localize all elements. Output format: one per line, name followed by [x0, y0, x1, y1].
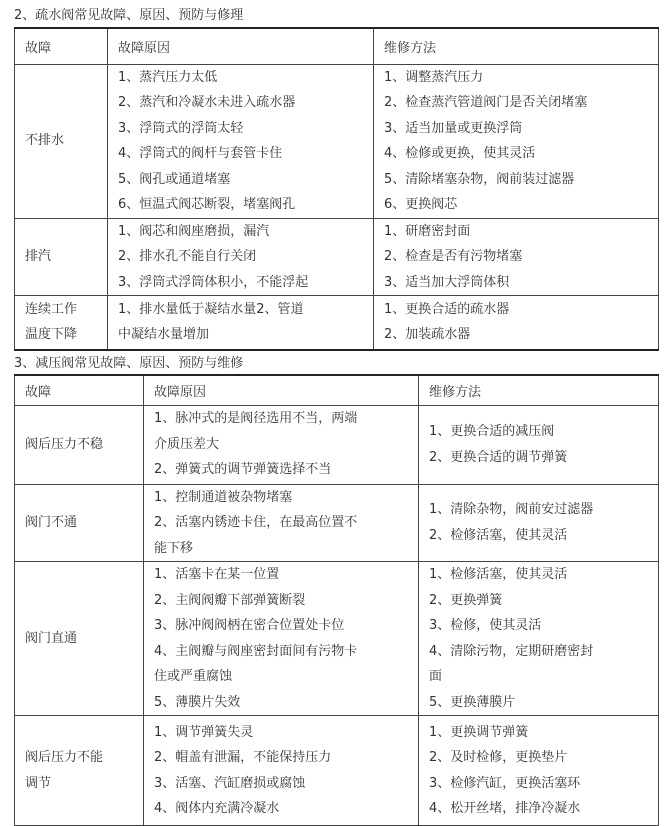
cause-item: 2、排水孔不能自行关闭	[118, 249, 257, 264]
cause-cell	[144, 716, 419, 826]
header-fault: 故障	[15, 375, 144, 405]
fault-label: 不排水	[25, 133, 65, 149]
fix-cell	[419, 484, 659, 562]
cause-item: 1、控制通道被杂物堵塞	[154, 489, 293, 505]
section2-title: 3、减压阀常见故障、原因、预防与维修	[14, 356, 244, 371]
cause-item: 能下移	[154, 540, 194, 556]
cause-item: 3、脉冲阀阀柄在密合位置处卡位	[154, 618, 345, 633]
fix-cell	[419, 405, 659, 484]
table-header-row	[15, 28, 659, 64]
cause-item: 5、阀孔或通道堵塞	[118, 171, 231, 187]
header-fault: 故障	[15, 28, 108, 64]
fix-item: 2、更换合适的调节弹簧	[429, 449, 568, 465]
table-row	[15, 64, 659, 218]
cause-item: 1、阀芯和阀座磨损，漏汽	[118, 223, 270, 239]
table-row	[15, 218, 659, 296]
cause-item: 介质压差大	[154, 436, 220, 452]
fault-label: 阀门不通	[25, 515, 78, 530]
fix-cell	[374, 64, 659, 218]
header-cause: 故障原因	[144, 375, 419, 405]
header-cause: 故障原因	[108, 28, 374, 64]
table-row	[15, 716, 659, 826]
fix-item: 1、清除杂物，阀前安过滤器	[429, 502, 594, 518]
fix-item: 3、适当加大浮筒体积	[384, 274, 510, 290]
trap-fault-table	[14, 27, 659, 351]
cause-item: 1、调节弹簧失灵	[154, 724, 254, 740]
cause-item: 4、阀体内充满冷凝水	[154, 801, 280, 816]
fault-label: 排汽	[25, 249, 52, 264]
fix-item: 2、检查蒸汽管道阀门是否关闭堵塞	[384, 95, 588, 110]
fault-cell	[15, 64, 108, 218]
fix-item: 5、清除堵塞杂物，阀前装过滤器	[384, 171, 575, 187]
cause-item: 2、主阀阀瓣下部弹簧断裂	[154, 592, 306, 608]
cause-cell	[108, 64, 374, 218]
section1-title: 2、疏水阀常见故障、原因、预防与修理	[14, 8, 244, 23]
cause-item: 1、活塞卡在某一位置	[154, 567, 280, 582]
fault-label: 调节	[25, 775, 52, 791]
fix-item: 1、检修活塞，使其灵活	[429, 567, 568, 582]
fix-item: 3、适当加量或更换浮筒	[384, 120, 523, 136]
fix-item: 2、加装疏水器	[384, 327, 471, 343]
header-fix: 维修方法	[419, 375, 659, 405]
fix-item: 4、松开丝堵，排净冷凝水	[429, 801, 581, 816]
cause-item: 1、排水量低于凝结水量2、管道	[118, 301, 304, 317]
cause-item: 住或严重腐蚀	[154, 669, 233, 684]
fault-label: 阀后压力不能	[25, 750, 104, 765]
fix-item: 1、研磨密封面	[384, 223, 471, 239]
fault-label: 阀后压力不稳	[25, 436, 104, 452]
fault-cell	[15, 562, 144, 716]
table-row	[15, 405, 659, 484]
fix-item: 2、检查是否有污物堵塞	[384, 249, 523, 264]
fix-item: 5、更换薄膜片	[429, 694, 516, 710]
fix-cell	[374, 218, 659, 296]
cause-item: 4、浮筒式的阀杆与套管卡住	[118, 146, 283, 161]
fault-label: 温度下降	[25, 327, 78, 343]
cause-item: 2、蒸汽和冷凝水未进入疏水器	[118, 95, 296, 110]
cause-item: 4、主阀瓣与阀座密封面间有污物卡	[154, 643, 358, 659]
fix-item: 2、检修活塞，使其灵活	[429, 527, 568, 543]
cause-item: 2、活塞内锈迹卡住，在最高位置不	[154, 515, 358, 530]
cause-item: 5、薄膜片失效	[154, 694, 241, 710]
fix-item: 3、检修，使其灵活	[429, 618, 542, 633]
fault-label: 连续工作	[25, 301, 78, 317]
cause-cell	[144, 405, 419, 484]
fix-item: 4、清除污物，定期研磨密封	[429, 643, 594, 659]
cause-item: 2、帽盖有泄漏，不能保持压力	[154, 750, 332, 765]
fault-cell	[15, 405, 144, 484]
cause-cell	[144, 484, 419, 562]
cause-item: 1、蒸汽压力太低	[118, 69, 218, 85]
fix-item: 4、检修或更换，使其灵活	[384, 146, 536, 161]
table-row	[15, 484, 659, 562]
cause-cell	[144, 562, 419, 716]
cause-item: 3、浮筒式浮筒体积小，不能浮起	[118, 274, 309, 290]
cause-cell	[108, 218, 374, 296]
cause-item: 3、活塞、汽缸磨损或腐蚀	[154, 775, 306, 791]
fix-cell	[419, 716, 659, 826]
table-row	[15, 562, 659, 716]
fix-item: 2、更换弹簧	[429, 592, 503, 608]
fix-item: 1、更换合适的减压阀	[429, 424, 555, 439]
fix-cell	[419, 562, 659, 716]
fix-item: 1、调整蒸汽压力	[384, 69, 484, 85]
cause-cell	[108, 296, 374, 350]
header-fix: 维修方法	[374, 28, 659, 64]
cause-item: 2、弹簧式的调节弹簧选择不当	[154, 462, 332, 478]
fix-item: 3、检修汽缸，更换活塞环	[429, 775, 581, 791]
cause-item: 中凝结水量增加	[118, 327, 210, 343]
cause-item: 3、浮筒式的浮筒太轻	[118, 120, 244, 136]
table-header-row	[15, 375, 659, 405]
fault-cell	[15, 484, 144, 562]
fix-item: 1、更换调节弹簧	[429, 724, 529, 740]
fault-cell	[15, 716, 144, 826]
fault-label: 阀门直通	[25, 630, 78, 646]
fix-item: 面	[429, 669, 443, 684]
fix-item: 2、及时检修，更换垫片	[429, 750, 568, 765]
fix-item: 1、更换合适的疏水器	[384, 301, 510, 317]
cause-item: 1、脉冲式的是阀径选用不当，两端	[154, 411, 358, 427]
pressure-valve-fault-table	[14, 374, 659, 826]
table-row	[15, 296, 659, 350]
fix-item: 6、更换阀芯	[384, 197, 458, 212]
fix-cell	[374, 296, 659, 350]
fault-cell	[15, 218, 108, 296]
fault-cell	[15, 296, 108, 350]
cause-item: 6、恒温式阀芯断裂，堵塞阀孔	[118, 197, 296, 212]
